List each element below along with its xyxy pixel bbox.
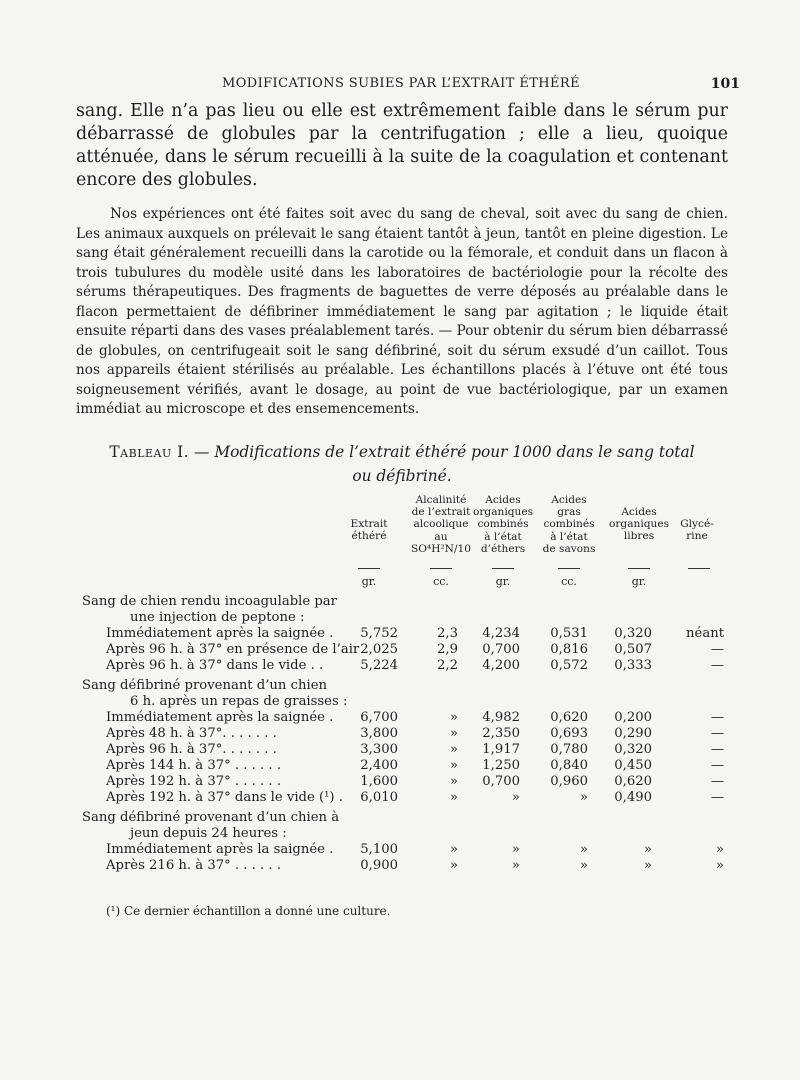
row-value: 0,780 — [550, 742, 588, 757]
row-value: 3,300 — [360, 742, 398, 757]
row-value: 1,917 — [482, 742, 520, 757]
row-value: » — [449, 726, 458, 741]
row-value: » — [449, 774, 458, 789]
row-value: 6,010 — [360, 790, 398, 805]
row-value: néant — [686, 626, 724, 641]
row-value: 0,200 — [614, 710, 652, 725]
row-value: — — [710, 758, 724, 773]
col-header-acides-ethers: Acides organiques combinés à l’état d’éthers — [472, 494, 534, 555]
table-row — [0, 693, 800, 710]
table-row — [0, 789, 800, 806]
row-value: 0,490 — [614, 790, 652, 805]
row-label: Après 144 h. à 37° . . . . . . — [106, 758, 282, 773]
row-label: jeun depuis 24 heures : — [130, 826, 287, 841]
col-header-alcalinite: Alcalinité de l’extrait alcoolique au SO⁴H²N/10 — [411, 494, 471, 555]
col-unit: cc. — [433, 575, 449, 588]
row-value: 2,400 — [360, 758, 398, 773]
table-row — [0, 677, 800, 694]
row-label: Après 96 h. à 37° en présence de l’air — [106, 642, 360, 657]
col-header-extrait: Extrait éthéré — [350, 518, 388, 543]
row-value: » — [449, 758, 458, 773]
row-value: » — [579, 858, 588, 873]
row-value: 2,9 — [437, 642, 458, 657]
row-value: » — [643, 842, 652, 857]
row-value: 0,620 — [550, 710, 588, 725]
col-header-glycerine: Glycé- rine — [680, 518, 714, 543]
row-value: 2,350 — [482, 726, 520, 741]
table-footnote: (¹) Ce dernier échantillon a donné une culture. — [106, 904, 391, 918]
row-value: 1,250 — [482, 758, 520, 773]
row-label: Après 216 h. à 37° . . . . . . — [106, 858, 282, 873]
row-value: » — [449, 710, 458, 725]
row-value: 0,333 — [614, 658, 652, 673]
col-dash — [628, 568, 650, 569]
row-value: 2,3 — [437, 626, 458, 641]
row-value: 0,900 — [360, 858, 398, 873]
row-value: 0,290 — [614, 726, 652, 741]
table-row — [0, 809, 800, 826]
col-dash — [558, 568, 580, 569]
row-value: — — [710, 710, 724, 725]
row-value: » — [511, 858, 520, 873]
row-value: 0,320 — [614, 626, 652, 641]
row-value: » — [715, 842, 724, 857]
col-unit: gr. — [495, 575, 511, 588]
row-value: — — [710, 658, 724, 673]
row-value: 0,700 — [482, 642, 520, 657]
table-row — [0, 857, 800, 874]
row-value: 3,800 — [360, 726, 398, 741]
row-value: 1,600 — [360, 774, 398, 789]
row-value: » — [579, 842, 588, 857]
row-label: une injection de peptone : — [130, 610, 305, 625]
row-label: Immédiatement après la saignée . — [106, 842, 334, 857]
row-label: Sang de chien rendu incoagulable par — [82, 594, 337, 609]
table-row — [0, 593, 800, 610]
table-row — [0, 609, 800, 626]
table-row — [0, 625, 800, 642]
intro-paragraph: sang. Elle n’a pas lieu ou elle est extrêmement faible dans le sérum pur débarrassé de globules par la centrifugation ; elle a lieu, quoique atténuée, dans le sérum recueilli à la suite de la coagulation et contenant encore des globules. — [76, 101, 728, 190]
row-value: — — [710, 642, 724, 657]
row-value: — — [710, 742, 724, 757]
row-value: 4,234 — [482, 626, 520, 641]
col-unit: gr. — [361, 575, 377, 588]
row-value: — — [710, 790, 724, 805]
row-value: » — [511, 790, 520, 805]
row-value: 0,620 — [614, 774, 652, 789]
table-row — [0, 741, 800, 758]
col-unit: gr. — [631, 575, 647, 588]
table-row — [0, 709, 800, 726]
row-value: » — [449, 858, 458, 873]
row-value: 5,224 — [360, 658, 398, 673]
row-value: 0,507 — [614, 642, 652, 657]
row-value: 2,025 — [360, 642, 398, 657]
table-caption — [76, 440, 728, 488]
row-value: 4,200 — [482, 658, 520, 673]
row-value: » — [449, 742, 458, 757]
row-value: » — [449, 842, 458, 857]
row-value: 2,2 — [437, 658, 458, 673]
row-label: Après 48 h. à 37°. . . . . . . — [106, 726, 277, 741]
row-value: 0,816 — [550, 642, 588, 657]
row-label: Après 192 h. à 37° . . . . . . — [106, 774, 282, 789]
row-value: 0,572 — [550, 658, 588, 673]
table-row — [0, 757, 800, 774]
col-dash — [430, 568, 452, 569]
row-label: Sang défibriné provenant d’un chien à — [82, 810, 340, 825]
row-label: Après 96 h. à 37° dans le vide . . — [106, 658, 324, 673]
table-title-line1: Modifications de l’extrait éthéré pour 1000 dans le sang total — [214, 443, 695, 461]
row-value: » — [511, 842, 520, 857]
methods-paragraph: Nos expériences ont été faites soit avec du sang de cheval, soit avec du sang de chien. Les animaux auxquels on prélevait le sang étaient tantôt à jeun, tantôt en pleine digestion. Le sang était généralement recueilli dans la carotide ou la fémorale, et conduit dans un flacon à trois tubulures du modèle usité dans les laboratoires de bactériologie pour la récolte des sérums thérapeutiques. Des fragments de baguettes de verre déposés au préalable dans le flacon permettaient de défibriner immédiatement le sang par agitation ; le liquide était ensuite réparti dans des vases préalablement tarés. — Pour obtenir du sérum bien débarrassé de globules, on centrifugeait soit le sang défibriné, soit du sérum exsudé d’un caillot. Tous nos appareils étaient stérilisés au préalable. Les échantillons placés à l’étuve ont été tous soigneusement vérifiés, avant le dosage, au point de vue bactériologique, par un examen immédiat au microscope et des ensemencements. — [76, 206, 728, 417]
row-value: » — [449, 790, 458, 805]
row-value: 4,982 — [482, 710, 520, 725]
row-label: Immédiatement après la saignée . — [106, 626, 334, 641]
row-label: Immédiatement après la saignée . — [106, 710, 334, 725]
col-dash — [492, 568, 514, 569]
col-unit: cc. — [561, 575, 577, 588]
running-title: MODIFICATIONS SUBIES PAR L’EXTRAIT ÉTHÉRÉ — [222, 76, 580, 91]
row-value: 0,450 — [614, 758, 652, 773]
row-value: 0,693 — [550, 726, 588, 741]
table-row — [0, 657, 800, 674]
table-row — [0, 841, 800, 858]
row-value: 0,320 — [614, 742, 652, 757]
table-label: Tableau I. — [109, 443, 190, 461]
row-label: Sang défibriné provenant d’un chien — [82, 678, 328, 693]
col-dash — [688, 568, 710, 569]
row-value: » — [715, 858, 724, 873]
row-label: Après 96 h. à 37°. . . . . . . — [106, 742, 277, 757]
row-value: 0,960 — [550, 774, 588, 789]
table-row — [0, 725, 800, 742]
row-value: » — [579, 790, 588, 805]
row-label: Après 192 h. à 37° dans le vide (¹) . — [106, 790, 343, 805]
table-caption-dash: — — [189, 443, 215, 461]
row-label: 6 h. après un repas de graisses : — [130, 694, 348, 709]
row-value: » — [643, 858, 652, 873]
table-row — [0, 825, 800, 842]
col-dash — [358, 568, 380, 569]
row-value: 0,700 — [482, 774, 520, 789]
page-number: 101 — [710, 76, 740, 92]
row-value: 5,752 — [360, 626, 398, 641]
row-value: — — [710, 726, 724, 741]
table-row — [0, 773, 800, 790]
table-title-line2: ou défibriné. — [352, 467, 452, 485]
col-header-acides-libres: Acides organiques libres — [608, 506, 670, 543]
row-value: 0,840 — [550, 758, 588, 773]
row-value: 0,531 — [550, 626, 588, 641]
row-value: 5,100 — [360, 842, 398, 857]
row-value: — — [710, 774, 724, 789]
col-header-acides-savons: Acides gras combinés à l’état de savons — [542, 494, 596, 555]
table-row — [0, 641, 800, 658]
row-value: 6,700 — [360, 710, 398, 725]
